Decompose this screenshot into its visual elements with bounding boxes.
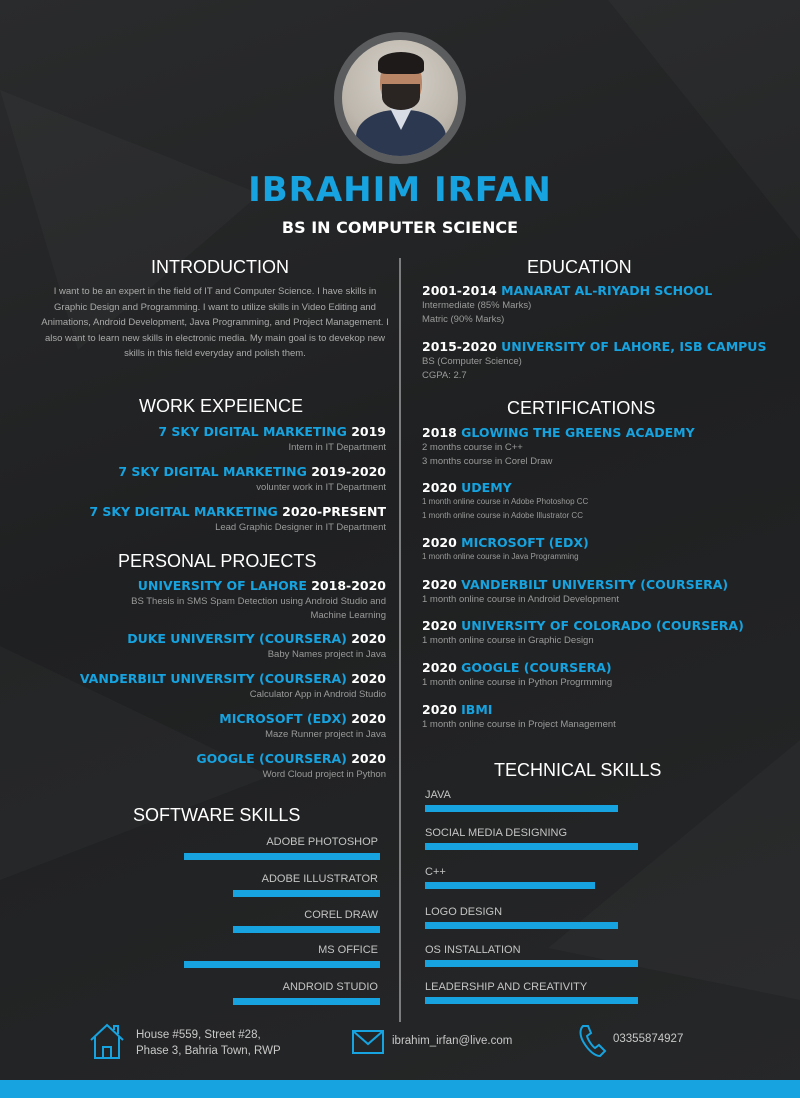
software-skill-label: ADOBE ILLUSTRATOR (261, 873, 378, 885)
certification-detail: 1 month online course in Android Development (422, 594, 619, 605)
home-icon (88, 1021, 126, 1061)
software-skill-bar (233, 998, 380, 1005)
project-entry-heading (219, 711, 386, 726)
technical-skill-bar (425, 843, 638, 850)
bottom-accent-bar (0, 1080, 800, 1098)
certification-entry-heading (422, 702, 492, 717)
work-organization: 7 SKY DIGITAL MARKETING (118, 464, 307, 479)
certification-detail: 1 month online course in Graphic Design (422, 635, 594, 646)
education-entry-heading (422, 283, 712, 298)
address-line-2: Phase 3, Bahria Town, RWP (136, 1045, 281, 1057)
project-description: Maze Runner project in Java (265, 729, 386, 740)
work-organization: 7 SKY DIGITAL MARKETING (89, 504, 278, 519)
education-years: 2015-2020 (422, 339, 502, 354)
work-organization: 7 SKY DIGITAL MARKETING (158, 424, 347, 439)
project-description: Word Cloud project in Python (262, 769, 386, 780)
certification-provider: UDEMY (461, 480, 512, 495)
certification-entry-heading (422, 660, 612, 675)
education-detail: Matric (90% Marks) (422, 314, 505, 325)
certification-provider: VANDERBILT UNIVERSITY (COURSERA) (461, 577, 729, 592)
technical-skills-heading: TECHNICAL SKILLS (494, 760, 662, 780)
certification-year: 2020 (422, 535, 462, 550)
technical-skill-bar (425, 805, 618, 812)
technical-skill-label: SOCIAL MEDIA DESIGNING (425, 827, 568, 839)
column-divider (399, 258, 401, 1022)
certification-detail: 3 months course in Corel Draw (422, 456, 553, 467)
certification-year: 2020 (422, 660, 462, 675)
education-detail: Intermediate (85% Marks) (422, 300, 532, 311)
certification-provider: MICROSOFT (EDX) (461, 535, 589, 550)
project-years: 2018-2020 (306, 578, 386, 593)
technical-skill-label: C++ (425, 866, 446, 878)
email-link[interactable]: ibrahim_irfan@live.com (392, 1035, 513, 1047)
work-years: 2019-2020 (306, 464, 386, 479)
certification-entry-heading (422, 577, 728, 592)
background-facet (0, 620, 300, 880)
certification-year: 2020 (422, 618, 462, 633)
photo-hair (378, 52, 424, 74)
education-detail: CGPA: 2.7 (422, 370, 467, 381)
education-institution: UNIVERSITY OF LAHORE, ISB CAMPUS (501, 339, 767, 354)
software-skill-bar (184, 853, 380, 860)
software-skill-label: ANDROID STUDIO (282, 981, 378, 993)
work-description: Lead Graphic Designer in IT Department (215, 522, 386, 533)
certification-year: 2020 (422, 577, 462, 592)
certification-detail: 1 month online course in Adobe Illustrator CC (422, 511, 583, 520)
phone-icon (578, 1023, 608, 1059)
technical-skill-label: OS INSTALLATION (425, 944, 521, 956)
software-skill-label: ADOBE PHOTOSHOP (266, 836, 378, 848)
certification-provider: IBMI (461, 702, 493, 717)
software-skills-heading: SOFTWARE SKILLS (133, 805, 301, 825)
education-institution: MANARAT AL-RIYADH SCHOOL (501, 283, 713, 298)
certification-detail: 1 month online course in Python Progrmming (422, 677, 613, 688)
work-experience-heading: WORK EXPEIENCE (139, 396, 304, 416)
education-years: 2001-2014 (422, 283, 502, 298)
work-description: Intern in IT Department (288, 442, 386, 453)
address-line-1: House #559, Street #28, (136, 1029, 261, 1041)
technical-skill-bar (425, 960, 638, 967)
project-description: Baby Names project in Java (267, 649, 386, 660)
background-facet (560, 0, 800, 300)
certification-detail: 1 month online course in Java Programming (422, 552, 579, 561)
personal-projects-heading: PERSONAL PROJECTS (118, 551, 317, 571)
project-entry-heading (196, 751, 386, 766)
project-organization: UNIVERSITY OF LAHORE (137, 578, 307, 593)
certification-entry-heading (422, 618, 744, 633)
photo-beard (382, 84, 420, 110)
certification-detail: 1 month online course in Project Management (422, 719, 616, 730)
project-organization: VANDERBILT UNIVERSITY (COURSERA) (79, 671, 347, 686)
project-organization: GOOGLE (COURSERA) (196, 751, 347, 766)
profile-photo (342, 40, 458, 156)
work-entry-heading (118, 464, 386, 479)
technical-skill-label: JAVA (425, 789, 451, 801)
person-name: IBRAHIM IRFAN (248, 170, 552, 210)
technical-skill-label: LOGO DESIGN (425, 906, 503, 918)
certification-year: 2020 (422, 702, 462, 717)
education-entry-heading (422, 339, 766, 354)
technical-skill-label: LEADERSHIP AND CREATIVITY (425, 981, 588, 993)
certification-entry-heading (422, 425, 695, 440)
introduction-heading: INTRODUCTION (151, 257, 289, 277)
software-skill-bar (184, 961, 380, 968)
certification-entry-heading (422, 535, 589, 550)
certification-entry-heading (422, 480, 512, 495)
project-years: 2020 (346, 711, 386, 726)
work-description: volunter work in IT Department (256, 482, 386, 493)
certification-provider: GOOGLE (COURSERA) (461, 660, 612, 675)
technical-skill-bar (425, 922, 618, 929)
project-organization: MICROSOFT (EDX) (219, 711, 347, 726)
software-skill-label: MS OFFICE (318, 944, 378, 956)
work-entry-heading (89, 504, 386, 519)
project-description: Calculator App in Android Studio (249, 689, 386, 700)
project-entry-heading (80, 671, 386, 686)
certification-provider: GLOWING THE GREENS ACADEMY (461, 425, 695, 440)
software-skill-bar (233, 926, 380, 933)
project-years: 2020 (346, 751, 386, 766)
project-entry-heading (127, 631, 386, 646)
technical-skill-bar (425, 882, 595, 889)
certification-detail: 1 month online course in Adobe Photoshop CC (422, 497, 589, 506)
work-years: 2019 (346, 424, 386, 439)
project-organization: DUKE UNIVERSITY (COURSERA) (127, 631, 347, 646)
mail-icon (351, 1029, 385, 1055)
certifications-heading: CERTIFICATIONS (507, 398, 656, 418)
introduction-text: I want to be an expert in the field of IT and Computer Science. I have skills in Graphic Design and Programming. I want to utilize skills in Video Editing and Animations, Android Development, Java Programming, and Project Management. I also want to learn new skills in electronic media. My main goal is to devekop new skills in this field everyday and polish them. (41, 286, 389, 359)
degree-title: BS IN COMPUTER SCIENCE (281, 218, 519, 237)
project-years: 2020 (346, 671, 386, 686)
certification-year: 2020 (422, 480, 462, 495)
certification-year: 2018 (422, 425, 462, 440)
work-entry-heading (158, 424, 386, 439)
certification-provider: UNIVERSITY OF COLORADO (COURSERA) (461, 618, 744, 633)
work-years: 2020-PRESENT (277, 504, 386, 519)
certification-detail: 2 months course in C++ (422, 442, 523, 453)
project-description: Machine Learning (310, 610, 386, 621)
technical-skill-bar (425, 997, 638, 1004)
project-description: BS Thesis in SMS Spam Detection using Android Studio and (131, 596, 386, 607)
phone-number[interactable]: 03355874927 (613, 1033, 684, 1045)
software-skill-bar (233, 890, 380, 897)
education-detail: BS (Computer Science) (422, 356, 522, 367)
software-skill-label: COREL DRAW (304, 909, 378, 921)
education-heading: EDUCATION (527, 257, 632, 277)
project-years: 2020 (346, 631, 386, 646)
project-entry-heading (138, 578, 386, 593)
